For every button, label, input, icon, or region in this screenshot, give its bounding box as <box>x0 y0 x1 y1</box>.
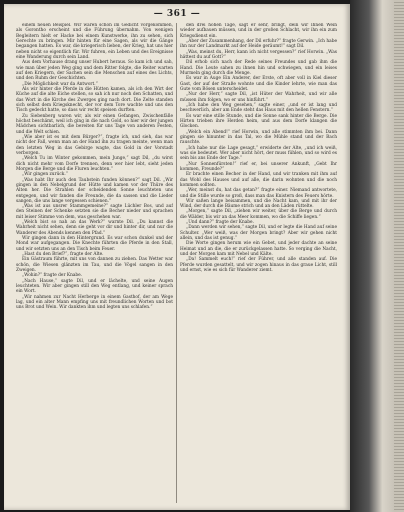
paragraph: „Nur Sonnenfürsten!“ rief er, bei unserer Ankunft, „Gebt Ihr kommen, Freunde?“ <box>180 161 337 172</box>
paragraph: „Was, meinst du, Herr, kann ich nicht vergessen?“ rief Horwin. „Was hättest du auf Gott?“ <box>180 49 337 60</box>
paragraph: „Ich habe den Weg gesehen,“ sagte einer, „und er ist lang und beschwerlich, aber am Ende steht das Haus mit den hellen Fenstern.“ <box>180 102 337 114</box>
column-divider <box>176 23 177 503</box>
paragraph: „Welch ein Abend!“ rief Horwin, und alle stimmten ihm bei. Dann gingen sie hinunter in das Tal, wo die Mühle stand und der Bach rauschte. <box>180 129 337 146</box>
text-column-right <box>180 23 337 507</box>
paragraph: „Welch Tu im Winter gekommen, mein Junge,“ sagt Dil, „du wirst dich nicht mehr vom Dorfe trennen, denn wer hier lebt, sieht jeden Morgen die Berge und die Fluren leuchten.“ <box>16 156 173 172</box>
paragraph: „Aber der Zusammenhang, der Dil erfuhr?“ fragte Gerwin. „Ich habe ihn nur der Landmarkt auf der Heide geräumt!“ sagt Dil. <box>180 38 337 50</box>
paragraph: „Hast du den Brief?“, fragte der Alte. <box>22 252 104 258</box>
paragraph: „Ich habe nur die Lage gesagt,“ erwiderte der Alte, „und ich weiß, was sie bedeutet. Wer aber nicht hört, der muss fühlen, und so wird es sein bis ans Ende der Tage.“ <box>180 145 337 162</box>
paragraph: Die Worte gingen herum wie ein Gebet, und jeder dachte an seine Heimat und an die, die er zurückgelassen hatte. So verging die Nacht, und der Morgen kam mit Nebel und Kälte. <box>180 241 337 258</box>
paragraph: Es war eine stille Stunde, und die Sonne sank hinter die Berge. Die Hirten trieben ihre Herden heim, und aus dem Dorfe klangen die Glocken. <box>180 113 337 130</box>
paragraph: einem neuen Beispiel. Wir waren schon im Gedicht vorgekommen, als Gorontho erscheint und die Führung übernahm. Von wenigen Begleitern hielt er Hacke bei einem Kunstwerke, ihn zu sehen, sich Gerechte zu bringen. Mir hinten für eine Sagen, als wir die Gänge begangen hatten. Es war, die kriegerisch lieben, der Krieg, hat uns hier neben nicht so eigentlich für. Wir fuhren, ein Leben und des Ereignisse eine Wanderung durch sein Land. <box>16 23 173 60</box>
page-number: — 361 — <box>153 9 201 19</box>
paragraph: „Nur der Herr,“ sagte Dil, „ist Hüter der Wahrheit, und wir alle müssen ihm folgen, wo er uns hinführt.“ <box>180 92 337 103</box>
page-edges <box>394 0 404 512</box>
paragraph: „Was ist aus unsrer Stammgemeine?“ sagte Lüchler Bos, und auf den Steinen der Schenke setzten sie die Becher nieder und sprachen mit leiser Stimme von dem, was geschehen war. <box>16 204 173 220</box>
paragraph: „Wer, meinst du, hat das getan?“ fragte einer. Niemand antwortete, und die Stille wurde so groß, dass man das Knistern des Feuers hörte. <box>180 188 337 199</box>
paragraph: „Morgen,“ sagte Dil, „ziehen wir weiter, über die Berge und durch die Wälder, bis wir an das Meer kommen, wo die Schiffe liegen.“ <box>180 209 337 220</box>
paragraph: Wir saßen lange beisammen, und die Nacht kam, und mit ihr der Wind, der durch die Bäume strich und an den Läden rüttelte. <box>180 198 337 210</box>
paragraph: „Wohin?“ fragte der Knabe. <box>22 273 83 279</box>
paragraph: Ein Gästraum führte, mit uns von dannen zu ziehen. Das Wetter war schön, die Wiesen glänzten im Tau, und die Vögel sangen in den Zweigen. <box>16 257 173 274</box>
book-page <box>4 4 350 510</box>
paragraph: „Welch bist so nah an das Werk?“ warnte Dil. „Du kannst die Wahrheit nicht sehen, denn sie geht vor dir und hinter dir, und nur die Wanderer des Abends kennen den Pfad.“ <box>16 220 173 236</box>
book-spine-shadow <box>350 0 404 512</box>
paragraph: Zu Siebenberg waren wir, als wir einen Gefangen, Zwischenfälle höchst beschämt, weil ich ging in die nach Gold, so hier wir der jungen Mädchen sichtbarlich, die bereiten für uns Tage von anderen Festen, und die Welt schien. <box>16 113 173 135</box>
paragraph: „Wie aber ist es mit dem Bürger?“, fragte ich, und sieh, das war nicht der Fall, wenn man an der Hand ihn zu tragen meinte, wenn man den letzten Weg in das Gebirge wagte, das Gold in der Vorstadt verborgen. <box>16 134 173 156</box>
paragraph: Es war in Auge Ein Anderer, der Erste, oft aber voll in Kiel dieser Gast, der auf der Straße wohnte und die Kinder lehrte, wie man das Gute vom Bösen unterscheidet. <box>180 76 337 92</box>
paragraph: Aus dem Vorhause drang unser Hubert heraus. So kam ich und sah, wie man über jeden Weg ging und dem Ritter folgte, die Reiter warten auf den Kriegern, der Sachen sein die Menschen auf eines des Lichts, und den Ruhm der Geschichten. <box>16 60 173 82</box>
paragraph: „Was habt Ihr auch den Taubstein funden können?“ sagt Dil. „Wir gingen in den Nebelgrund der Hütte und kamen vor der Thüre des Alten her. Die Strahlen der scheidenden Sonne leuchteten uns entgegen, und wir fanden die Freunde, die da sassen und die Lieder sangen, die uns lange vergessen schienen.“ <box>16 177 173 204</box>
paragraph: „Und dann?“ fragte der Knabe. <box>186 220 254 226</box>
paragraph: Wir gingen dann in den Hintergrund. Es war schon dunkel und der Mond war aufgegangen. Die Knechte führten die Pferde in den Stall, und wir setzten uns an den Tisch beim Feuer. <box>16 236 173 252</box>
paragraph: „Wir gingen zurück.“ <box>22 172 68 178</box>
paragraph: Als wir hinter die Pferde in die Hütten kamen, als ich den Wirt der Küche auf die alte Eiche stellen, so sah ich nur noch den Schatten, und das Wort in die Kirche des Zwerges ging nach dort. Die Zelte standen sich selbst dem Kriegsknecht, der vor dem Tore wachte und uns den Tisch gedeckt hatte, so dass wir recht speisen durften. <box>16 86 173 114</box>
paragraph: Er brachte einen Becher in der Hand, und wir tranken mit ihm auf das Wohl des Hauses und auf alle, die darin wohnten und die noch kommen sollten. <box>180 172 337 188</box>
text-column-left <box>16 23 173 507</box>
paragraph: „Die Möglichkeit war da Antwort.“ <box>22 81 98 87</box>
paragraph: den drei hohen Tage, sagt er sehr, bringt, dein wir Ihnen Wein wieder aufbauen müssen, und in der großen Schlacht, wir ihn ein zum Kriegsdienst ein. <box>180 23 337 39</box>
paragraph: Dil erhob sich nach der Rede seines Freundes und gab ihm die Hand. Die Leute sahen zu ihnen hin und schwiegen, und ein leises Murmeln ging durch die Menge. <box>180 60 337 76</box>
paragraph: „Nach Hause,“ sagte Dil, und er lächelte, und seine Augen leuchteten. Wir aber gingen still den Weg entlang, und keiner sprach ein Wort. <box>16 278 173 295</box>
paragraph: „Dann werden wir sehen,“ sagte Dil, und er legte die Hand auf seine Schulter. „Wer weiß, was der Morgen bringt? Aber wir gehen nicht allein, und das ist genug.“ <box>180 225 337 242</box>
paragraph: „Wir nahmen zur Nacht Herberge in einem Gasthof, der am Wege lag, und ein alter Mann empfing uns mit freundlichen Worten und bot uns Brot und Wein. Wir dankten ihm und legten uns schlafen.“ <box>16 294 173 311</box>
paragraph: „Da! Sammelt euch!“ rief der Führer, und alle standen auf. Die Pferde wurden gesattelt, und wir zogen hinaus in das graue Licht, still und ernst, wie es sich für Wanderer ziemt. <box>180 257 337 274</box>
